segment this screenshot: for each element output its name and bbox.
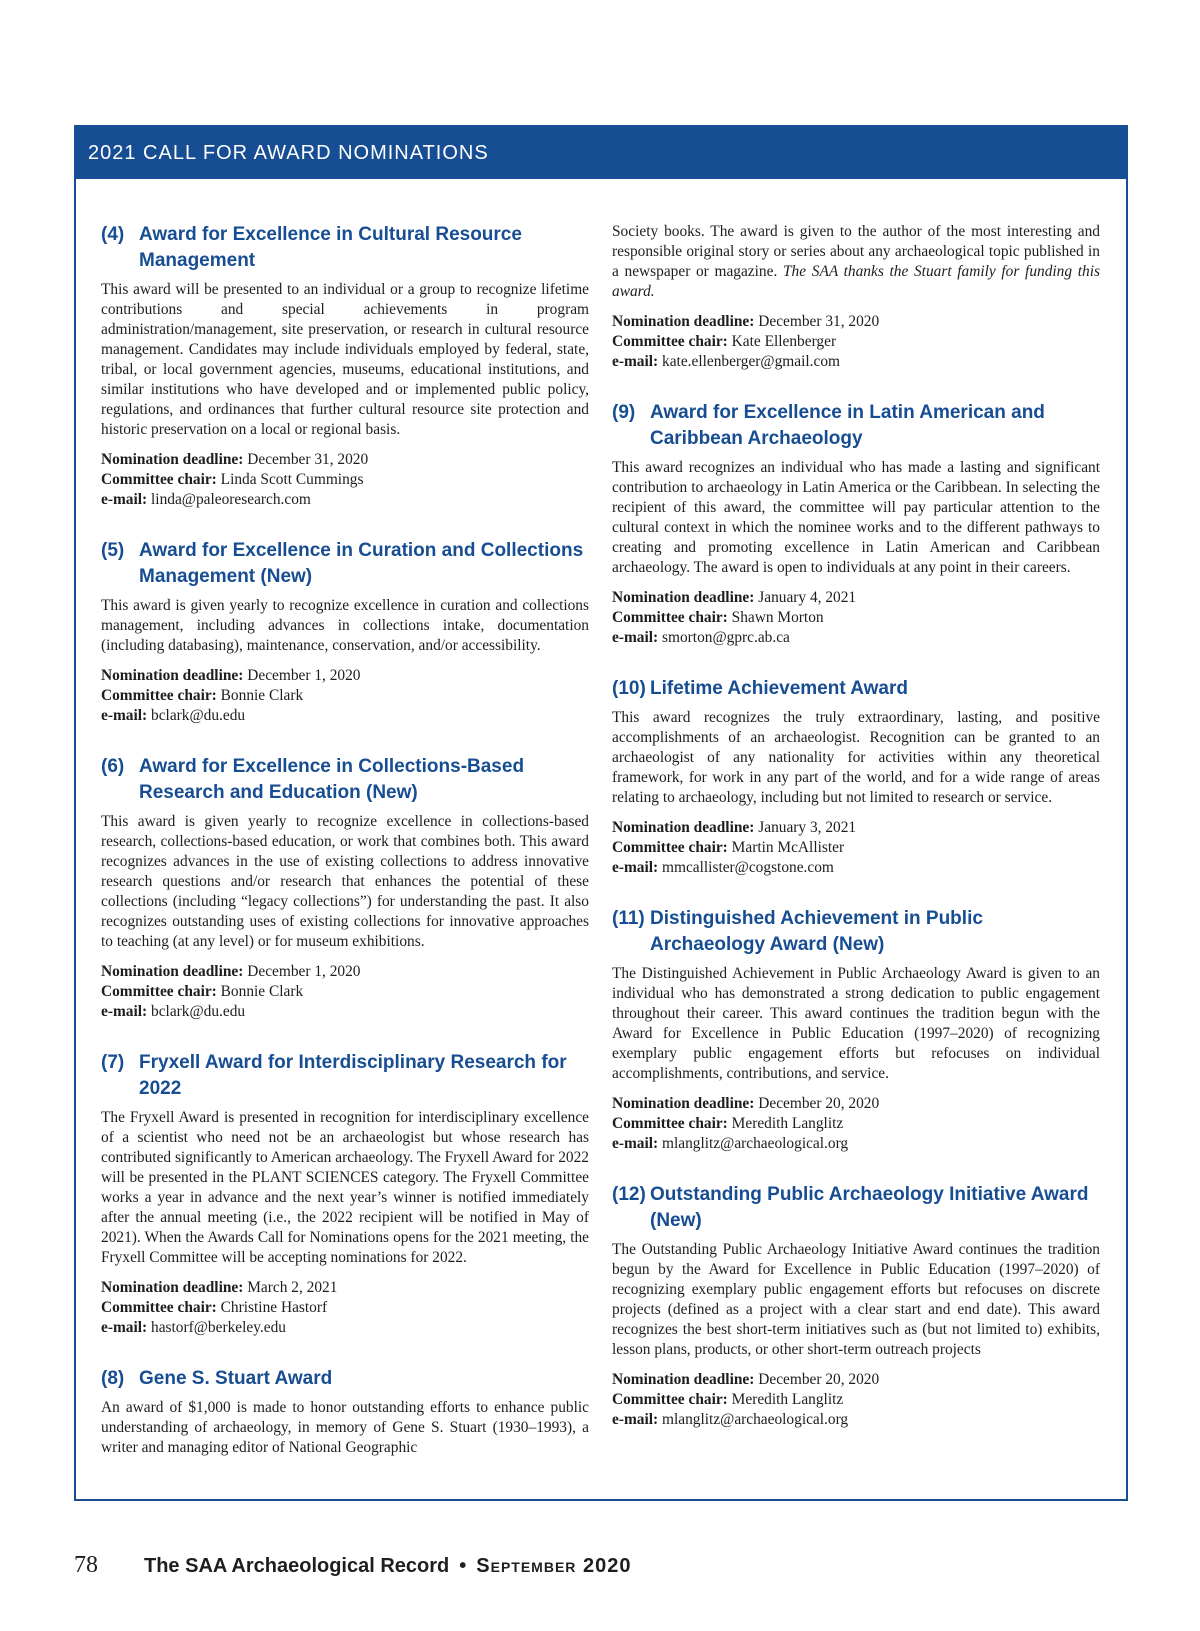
award-title: (9) Award for Excellence in Latin American and Caribbean Archaeology (612, 402, 1045, 449)
award-number: (11) (612, 908, 645, 929)
email-address[interactable]: hastorf@berkeley.edu (151, 1319, 286, 1336)
award-description: This award recognizes the truly extraordinary, lasting, and positive accomplishments of an archaeologist. Recognition can be granted to an archaeologist of any nationality for activities within any theoretical framework, for work in any part of the world, and for a wide range of areas relating to archaeology, including but not limited to research or service. (612, 709, 1100, 806)
award-number: (8) (101, 1368, 125, 1389)
award-section-11 (612, 906, 1100, 1154)
email-address[interactable]: mmcallister@cogstone.com (662, 859, 834, 876)
committee-chair: Christine Hastorf (220, 1299, 328, 1316)
committee-chair: Meredith Langlitz (731, 1115, 844, 1132)
award-description: This award recognizes an individual who has made a lasting and significant contribution to archaeology in Latin America or the Caribbean. In selecting the recipient of this award, the committee will pay particular attention to the cultural context in which the nominee works and to the different pathways to creating and promoting excellence in Latin American and Caribbean archaeology. The award is open to individuals at any point in their careers. (612, 459, 1100, 576)
email-address[interactable]: bclark@du.edu (151, 1003, 246, 1020)
page-footer (74, 1552, 631, 1579)
email-address[interactable]: mlanglitz@archaeological.org (662, 1411, 849, 1428)
nomination-deadline: January 4, 2021 (758, 589, 857, 606)
award-description-continued: Society books. The award is given to the author of the most interesting and responsible original story or series about any archaeological topic published in a newspaper or magazine. The SAA thanks the Stuart family for funding this award. (612, 223, 1100, 300)
award-title: (4) Award for Excellence in Cultural Resource Management (101, 224, 522, 271)
award-description: The Distinguished Achievement in Public Archaeology Award is given to an individual who has demonstrated a strong dedication to public engagement throughout their career. This award continues the tradition begun with the Award for Excellence in Public Education (1997–2020) of recognizing exemplary public engagement efforts but refocuses on individual accomplishments, contributions, and service. (612, 965, 1100, 1082)
award-section-5 (101, 538, 589, 726)
award-description: An award of $1,000 is made to honor outstanding efforts to enhance public understanding of archaeology, in memory of Gene S. Stuart (1930–1993), a writer and managing editor of National Geographic (101, 1399, 589, 1456)
journal-title: The SAA Archaeological Record (144, 1555, 450, 1577)
award-section-6 (101, 754, 589, 1022)
award-title: (8) Gene S. Stuart Award (101, 1366, 589, 1392)
funding-thanks: The SAA thanks the Stuart family for funding this award. (612, 263, 1100, 300)
nomination-deadline: December 20, 2020 (758, 1095, 880, 1112)
email-address[interactable]: mlanglitz@archaeological.org (662, 1135, 849, 1152)
nomination-deadline: December 1, 2020 (247, 667, 361, 684)
nomination-deadline: December 31, 2020 (758, 313, 880, 330)
award-section-8-continued (612, 222, 1100, 372)
award-contact: Nomination deadline: December 31, 2020 Committee chair: Linda Scott Cummings e-mail: linda@paleoresearch.com (101, 451, 369, 508)
award-number: (12) (612, 1184, 646, 1205)
email-address[interactable]: bclark@du.edu (151, 707, 246, 724)
award-contact: Nomination deadline: December 1, 2020 Committee chair: Bonnie Clark e-mail: bclark@du.edu (101, 667, 361, 724)
award-section-12 (612, 1182, 1100, 1430)
award-title: (11) Distinguished Achievement in Public Archaeology Award (New) (612, 908, 983, 955)
award-section-8 (101, 1366, 589, 1458)
award-title: (5) Award for Excellence in Curation and Collections Management (New) (101, 540, 584, 587)
committee-chair: Martin McAllister (731, 839, 845, 856)
award-title: (7) Fryxell Award for Interdisciplinary Research for 2022 (101, 1052, 567, 1099)
nomination-deadline: December 31, 2020 (247, 451, 369, 468)
nomination-deadline: December 1, 2020 (247, 963, 361, 980)
nomination-deadline: December 20, 2020 (758, 1371, 880, 1388)
committee-chair: Bonnie Clark (220, 687, 304, 704)
award-contact: Nomination deadline: January 4, 2021 Committee chair: Shawn Morton e-mail: smorton@gprc.ab.ca (612, 589, 857, 646)
committee-chair: Bonnie Clark (220, 983, 304, 1000)
award-section-10 (612, 676, 1100, 878)
award-contact: Nomination deadline: December 1, 2020 Committee chair: Bonnie Clark e-mail: bclark@du.edu (101, 963, 361, 1020)
award-number: (6) (101, 756, 125, 777)
award-number: (4) (101, 224, 125, 245)
award-description: This award will be presented to an individual or a group to recognize lifetime contributions and special achievements in program administration/management, site preservation, or research in cultural resource management. Candidates may include individuals employed by federal, state, tribal, or local government agencies, museums, educational institutions, and similar institutions who have developed and or implemented public policy, regulations, and ordinances that further cultural resource site protection and historic preservation on a local or regional basis. (101, 281, 589, 438)
award-number: (7) (101, 1052, 125, 1073)
award-contact: Nomination deadline: December 20, 2020 Committee chair: Meredith Langlitz e-mail: mlanglitz@archaeological.org (612, 1371, 880, 1428)
page-number: 78 (74, 1552, 98, 1578)
right-column (612, 222, 1100, 1458)
nomination-deadline: January 3, 2021 (758, 819, 857, 836)
section-banner: 2021 CALL FOR AWARD NOMINATIONS (76, 127, 1126, 179)
award-number: (10) (612, 678, 646, 699)
left-column (101, 222, 589, 1486)
award-contact: Nomination deadline: January 3, 2021 Committee chair: Martin McAllister e-mail: mmcallister@cogstone.com (612, 819, 857, 876)
email-address[interactable]: linda@paleoresearch.com (151, 491, 311, 508)
award-contact: Nomination deadline: December 31, 2020 Committee chair: Kate Ellenberger e-mail: kate.ellenberger@gmail.com (612, 313, 880, 370)
award-title: (12) Outstanding Public Archaeology Initiative Award (New) (612, 1184, 1089, 1231)
award-section-7 (101, 1050, 589, 1338)
award-section-4 (101, 222, 589, 510)
committee-chair: Linda Scott Cummings (220, 471, 364, 488)
award-description: The Outstanding Public Archaeology Initiative Award continues the tradition begun by the Award for Excellence in Public Education (1997–2020) of recognizing exemplary public engagement efforts but refocuses on discrete projects (defined as a project with a clear start and end date). This award recognizes the best short-term initiatives such as (but not limited to) exhibits, lesson plans, products, or other short-term outreach projects (612, 1241, 1100, 1358)
award-section-9 (612, 400, 1100, 648)
award-description: The Fryxell Award is presented in recognition for interdisciplinary excellence of a scientist who need not be an archaeologist but whose research has contributed significantly to American archaeology. The Fryxell Award for 2022 will be presented in the PLANT SCIENCES category. The Fryxell Committee works a year in advance and the next year’s winner is notified immediately after the annual meeting (i.e., the 2022 recipient will be notified in May of 2021). When the Awards Call for Nominations opens for the 2021 meeting, the Fryxell Committee will be accepting nominations for 2022. (101, 1109, 589, 1266)
email-address[interactable]: smorton@gprc.ab.ca (662, 629, 790, 646)
award-number: (9) (612, 402, 636, 423)
committee-chair: Kate Ellenberger (731, 333, 837, 350)
award-description: This award is given yearly to recognize excellence in collections-based research, collections-based education, or work that combines both. This award recognizes advances in the use of existing collections to address innovative research questions and/or research that enhances the potential of these collections (including “legacy collections”) for understanding the past. It also recognizes outstanding uses of existing collections for innovative approaches to teaching (at any level) or for museum exhibitions. (101, 813, 589, 950)
award-contact: Nomination deadline: December 20, 2020 Committee chair: Meredith Langlitz e-mail: mlanglitz@archaeological.org (612, 1095, 880, 1152)
award-number: (5) (101, 540, 125, 561)
bullet-separator: • (459, 1555, 467, 1577)
committee-chair: Meredith Langlitz (731, 1391, 844, 1408)
email-address[interactable]: kate.ellenberger@gmail.com (662, 353, 840, 370)
issue-date: September 2020 (476, 1555, 632, 1577)
committee-chair: Shawn Morton (731, 609, 824, 626)
award-contact: Nomination deadline: March 2, 2021 Committee chair: Christine Hastorf e-mail: hastorf@berkeley.edu (101, 1279, 338, 1336)
award-title: (10) Lifetime Achievement Award (612, 676, 1100, 702)
nomination-deadline: March 2, 2021 (247, 1279, 338, 1296)
award-description: This award is given yearly to recognize excellence in curation and collections management, including advances in collections intake, documentation (including databasing), maintenance, conservation, and/or accessibility. (101, 597, 589, 654)
award-title: (6) Award for Excellence in Collections-Based Research and Education (New) (101, 756, 525, 803)
